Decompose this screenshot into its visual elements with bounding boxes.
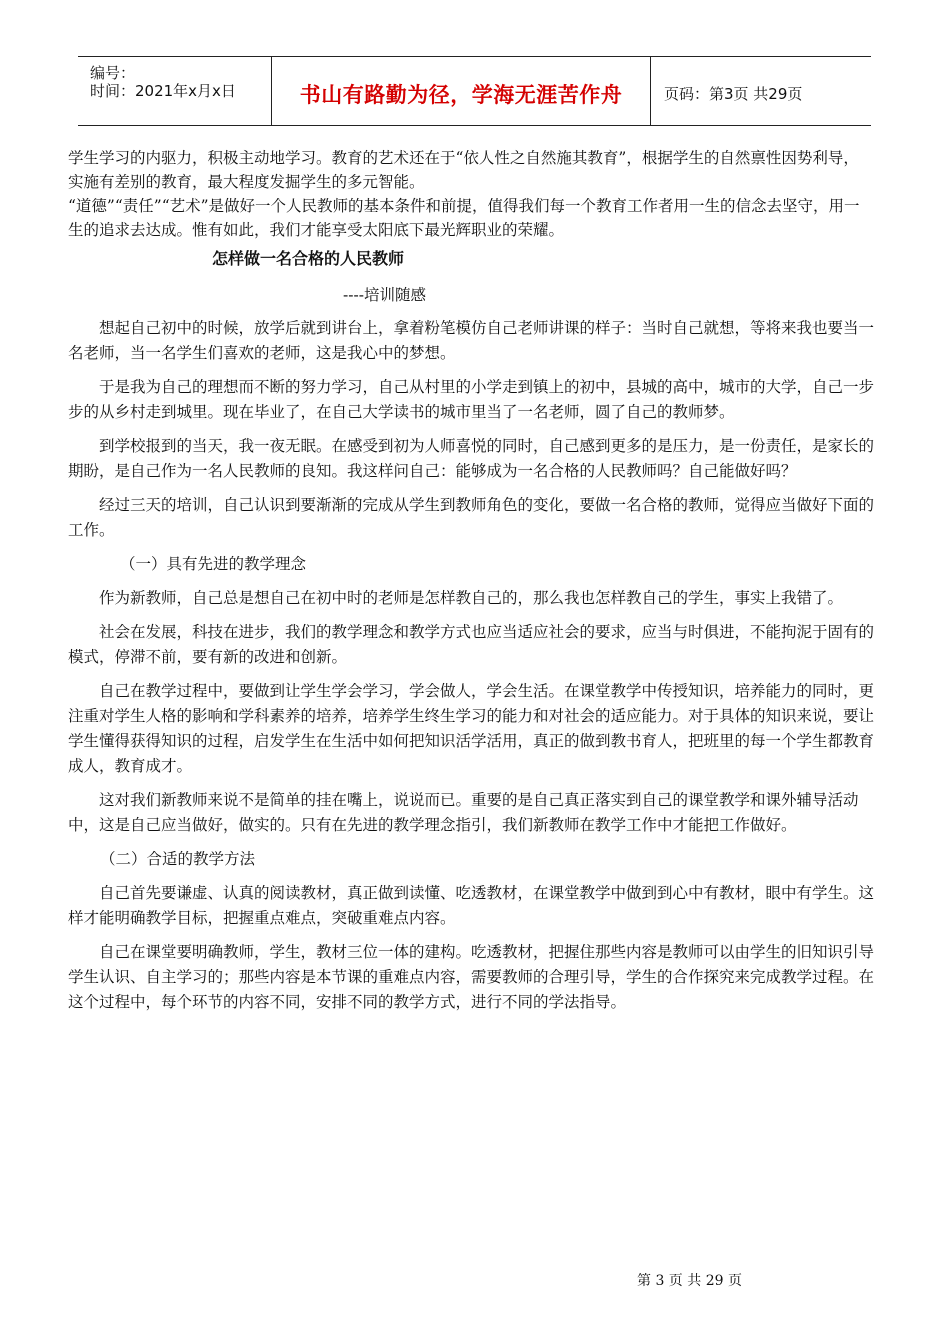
section-heading: （一）具有先进的教学理念 xyxy=(120,555,307,573)
section-heading: （二）合适的教学方法 xyxy=(100,850,256,868)
body-paragraph: 到学校报到的当天，我一夜无眠。在感受到初为人师喜悦的同时，自己感到更多的是压力，是一份责任，是家长的期盼，是自己作为一名人民教师的良知。我这样问自己：能够成为一名合格的人民教师吗？自己能做好吗？ xyxy=(68,437,875,480)
article-title: 怎样做一名合格的人民教师 xyxy=(212,249,405,268)
intro-paragraph: 学生学习的内驱力，积极主动地学习。教育的艺术还在于“依人性之自然施其教育”，根据学生的自然禀性因势利导，实施有差别的教育，最大程度发掘学生的多元智能。 xyxy=(68,149,859,191)
intro-paragraph: “道德”“责任”“艺术”是做好一个人民教师的基本条件和前提，值得我们每一个教育工作者用一生的信念去坚守，用一生的追求去达成。惟有如此，我们才能享受太阳底下最光辉职业的荣耀。 xyxy=(68,197,860,239)
header-meta xyxy=(78,57,270,125)
body-paragraph: 于是我为自己的理想而不断的努力学习，自己从村里的小学走到镇上的初中，县城的高中，城市的大学，自己一步步的从乡村走到城里。现在毕业了，在自己大学读书的城市里当了一名老师，圆了自己的教师梦。 xyxy=(68,378,875,421)
header-motto-cell xyxy=(271,57,651,125)
body-paragraph: 作为新教师，自己总是想自己在初中时的老师是怎样教自己的，那么我也怎样教自己的学生，事实上我错了。 xyxy=(99,589,844,607)
intro-block xyxy=(68,146,874,242)
page-header xyxy=(78,56,871,126)
article-subtitle: ----培训随感 xyxy=(343,286,426,304)
body-paragraph: 自己在课堂要明确教师，学生，教材三位一体的建构。吃透教材，把握住那些内容是教师可以由学生的旧知识引导学生认识、自主学习的；那些内容是本节课的重难点内容，需要教师的合理引导，学生的合作探究来完成教学过程。在这个过程中，每个环节的内容不同，安排不同的教学方式，进行不同的学法指导。 xyxy=(68,943,875,1011)
header-time-label: 时间：2021年x月x日 xyxy=(90,82,236,100)
article-body xyxy=(68,316,874,1024)
body-paragraph: 这对我们新教师来说不是简单的挂在嘴上，说说而已。重要的是自己真正落实到自己的课堂教学和课外辅导活动中，这是自己应当做好，做实的。只有在先进的教学理念指引，我们新教师在教学工作中才能把工作做好。 xyxy=(68,791,859,834)
body-paragraph: 社会在发展，科技在进步，我们的教学理念和教学方式也应当适应社会的要求，应当与时俱进，不能拘泥于固有的模式，停滞不前，要有新的改进和创新。 xyxy=(68,623,875,666)
header-page-info: 页码：第3页 共29页 xyxy=(664,85,803,103)
body-paragraph: 自己首先要谦虚、认真的阅读教材，真正做到读懂、吃透教材，在课堂教学中做到到心中有教材，眼中有学生。这样才能明确教学目标，把握重点难点，突破重难点内容。 xyxy=(68,884,875,927)
body-paragraph: 自己在教学过程中，要做到让学生学会学习，学会做人，学会生活。在课堂教学中传授知识，培养能力的同时，更注重对学生人格的影响和学科素养的培养，培养学生终生学习的能力和对社会的适应能力。对于具体的知识来说，要让学生懂得获得知识的过程，启发学生在生活中如何把知识活学活用，真正的做到教书育人，把班里的每一个学生都教育成人，教育成才。 xyxy=(68,682,875,775)
page-footer: 第 3 页 共 29 页 xyxy=(637,1273,742,1289)
body-paragraph: 经过三天的培训，自己认识到要渐渐的完成从学生到教师角色的变化，要做一名合格的教师，觉得应当做好下面的工作。 xyxy=(68,496,875,539)
header-number-label: 编号： xyxy=(90,64,136,82)
header-motto: 书山有路勤为径，学海无涯苦作舟 xyxy=(299,83,623,107)
body-paragraph: 想起自己初中的时候，放学后就到讲台上，拿着粉笔模仿自己老师讲课的样子：当时自己就想，等将来我也要当一名老师，当一名学生们喜欢的老师，这是我心中的梦想。 xyxy=(68,319,875,362)
